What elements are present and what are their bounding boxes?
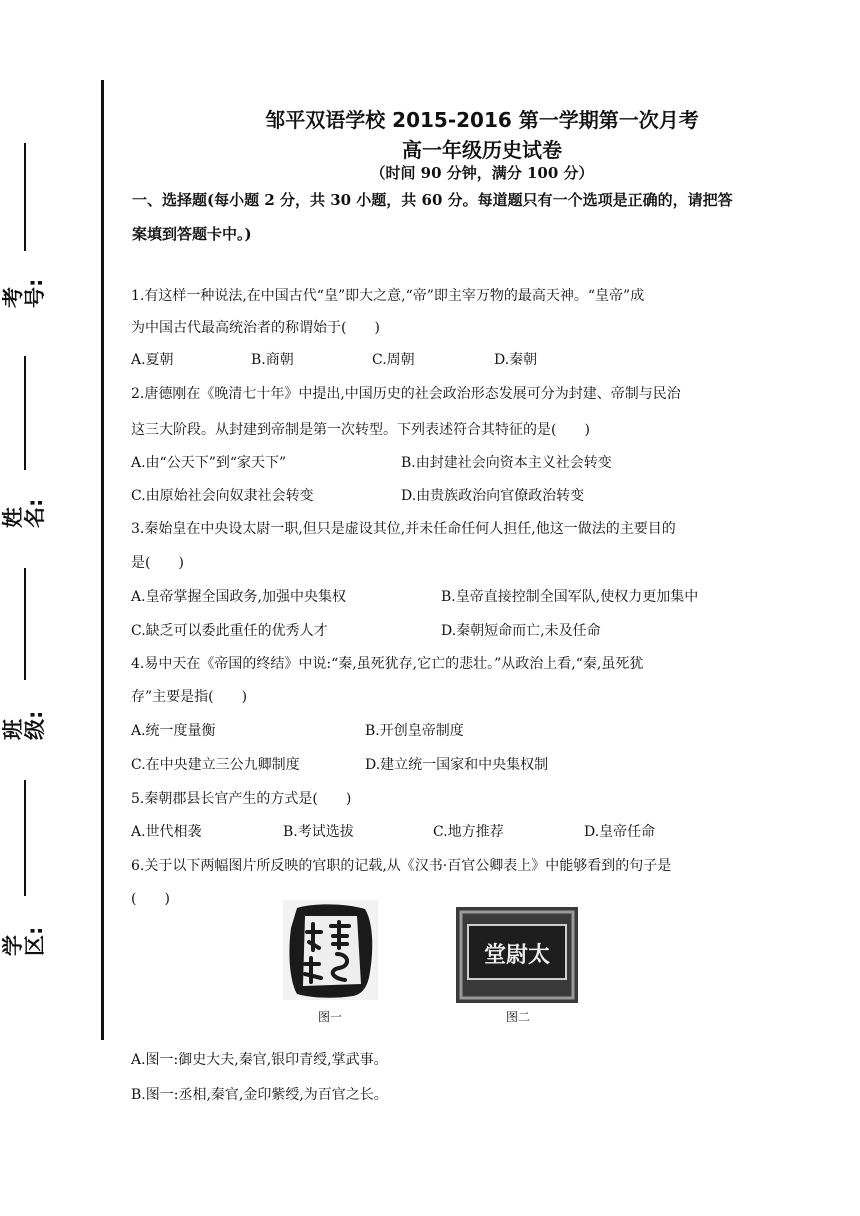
- q2-option-b: B.由封建社会向资本主义社会转变: [401, 455, 612, 471]
- q4-option-c: C.在中央建立三公九卿制度: [131, 757, 300, 773]
- figure-2-caption: 图二: [506, 1010, 531, 1024]
- question-1-line-1: 1.有这样一种说法,在中国古代“皇”即大之意,“帝”即主宰万物的最高天神。“皇帝”成: [131, 288, 645, 304]
- q1-option-b: B.商朝: [251, 352, 294, 368]
- name-label: 姓名:: [1, 498, 47, 528]
- q4-option-b: B.开创皇帝制度: [365, 723, 464, 739]
- q3-option-a: A.皇帝掌握全国政务,加强中央集权: [131, 589, 347, 605]
- exam-title: 邹平双语学校 2015-2016 第一学期第一次月考: [265, 108, 699, 132]
- q2-option-d: D.由贵族政治向官僚政治转变: [401, 488, 585, 504]
- q1-option-d: D.秦朝: [494, 352, 538, 368]
- q1-option-a: A.夏朝: [131, 352, 174, 368]
- class-label: 班级:: [1, 710, 47, 740]
- question-6-line-1: 6.关于以下两幅图片所反映的官职的记载,从《汉书·百官公卿表上》中能够看到的句子是: [131, 858, 672, 874]
- question-6-line-2: ( ): [131, 891, 170, 907]
- binding-margin-line: [101, 80, 104, 1040]
- district-blank: [24, 780, 26, 896]
- question-1-line-2: 为中国古代最高统治者的称谓始于( ): [131, 320, 380, 336]
- q5-option-d: D.皇帝任命: [584, 824, 656, 840]
- exam-subtitle: 高一年级历史试卷: [402, 138, 562, 162]
- q3-option-c: C.缺乏可以委此重任的优秀人才: [131, 623, 328, 639]
- question-3-line-2: 是( ): [131, 555, 184, 571]
- plaque-text: 堂尉太: [483, 943, 551, 968]
- exam-time-note: （时间 90 分钟，满分 100 分）: [370, 164, 594, 182]
- class-blank: [24, 568, 26, 680]
- question-5-line-1: 5.秦朝郡县长官产生的方式是( ): [131, 791, 352, 807]
- q1-option-c: C.周朝: [372, 352, 415, 368]
- q4-option-d: D.建立统一国家和中央集权制: [365, 757, 549, 773]
- figure-2-plaque-image: [456, 907, 578, 1003]
- exam-no-label: 考号:: [1, 278, 47, 308]
- figure-1-caption: 图一: [318, 1010, 343, 1024]
- figure-1-seal-image: [283, 900, 378, 1000]
- q2-option-c: C.由原始社会向奴隶社会转变: [131, 488, 314, 504]
- name-blank: [24, 356, 26, 470]
- q6-option-b: B.图一:丞相,秦官,金印紫绶,为百官之长。: [131, 1087, 388, 1103]
- question-3-line-1: 3.秦始皇在中央设太尉一职,但只是虚设其位,并未任命任何人担任,他这一做法的主要目的: [131, 521, 676, 537]
- q5-option-c: C.地方推荐: [433, 824, 504, 840]
- q6-option-a: A.图一:御史大夫,秦官,银印青绶,掌武事。: [131, 1052, 388, 1068]
- q3-option-d: D.秦朝短命而亡,未及任命: [441, 623, 601, 639]
- district-label: 学区:: [1, 926, 47, 956]
- question-2-line-1: 2.唐德刚在《晚清七十年》中提出,中国历史的社会政治形态发展可分为封建、帝制与民治: [131, 386, 681, 402]
- exam-no-blank: [24, 143, 26, 251]
- section-heading: 一、选择题(每小题 2 分，共 30 小题，共 60 分。每道题只有一个选项是正确的，请把答案填到答题卡中。): [132, 191, 733, 243]
- q4-option-a: A.统一度量衡: [131, 723, 216, 739]
- q3-option-b: B.皇帝直接控制全国军队,使权力更加集中: [441, 589, 699, 605]
- q5-option-b: B.考试选拔: [283, 824, 354, 840]
- q2-option-a: A.由“公天下”到“家天下”: [131, 455, 287, 471]
- question-2-line-2: 这三大阶段。从封建到帝制是第一次转型。下列表述符合其特征的是( ): [131, 422, 590, 438]
- question-4-line-2: 存”主要是指( ): [131, 689, 248, 705]
- question-4-line-1: 4.易中天在《帝国的终结》中说:“秦,虽死犹存,它亡的悲壮。”从政治上看,“秦,虽死犹: [131, 656, 644, 672]
- q5-option-a: A.世代相袭: [131, 824, 202, 840]
